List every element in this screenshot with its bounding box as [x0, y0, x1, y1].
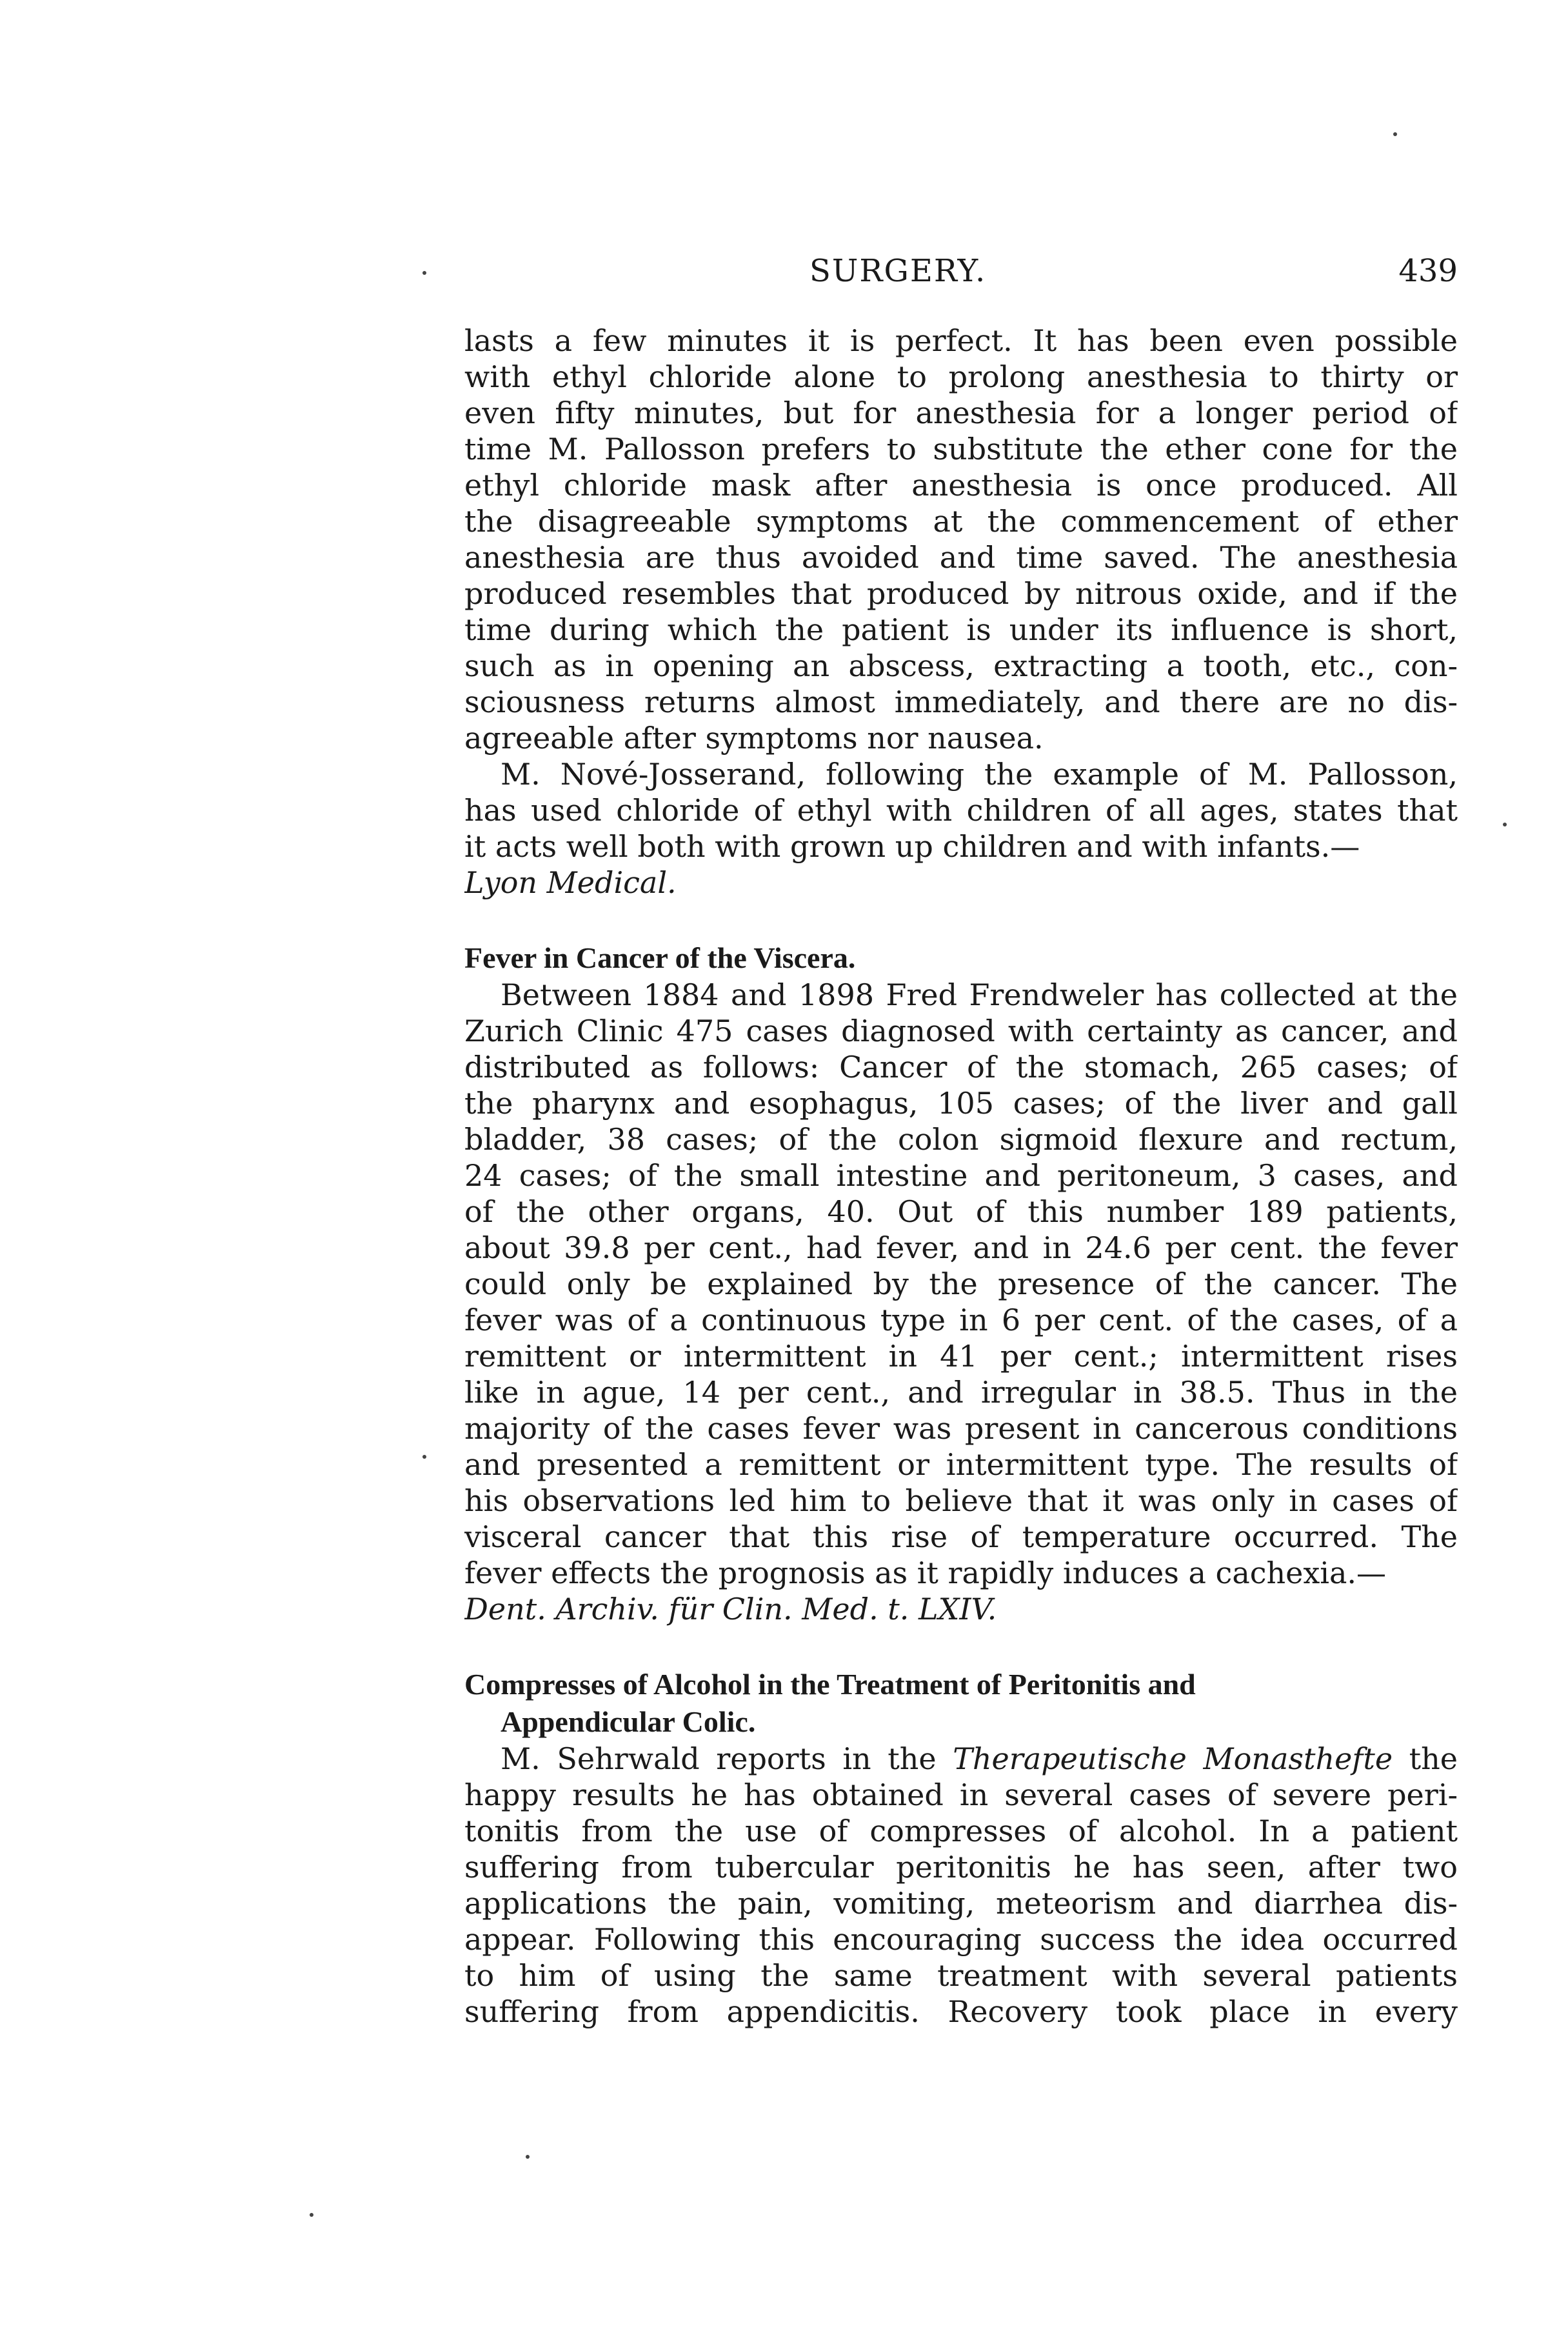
text-line: ethyl chloride mask after anesthesia is once produced. All [464, 468, 1458, 503]
text-line: 24 cases; of the small intestine and peritoneum, 3 cases, and [464, 1158, 1458, 1193]
running-title: SURGERY. [809, 253, 987, 289]
text-line: suffering from tubercular peritonitis he has seen, after two [464, 1850, 1458, 1885]
page-number: 439 [1398, 253, 1458, 289]
scan-speck [1503, 823, 1507, 826]
text-line: it acts well both with grown up children and with infants.— [464, 829, 1360, 864]
text-line: of the other organs, 40. Out of this number 189 patients, [464, 1194, 1458, 1229]
text-line: time during which the patient is under its influence is short, [464, 612, 1458, 647]
text-line: agreeable after symptoms nor nausea. [464, 721, 1044, 755]
text-line: with ethyl chloride alone to prolong anesthesia to thirty or [464, 359, 1458, 394]
source-citation: Dent. Archiv. für Clin. Med. t. LXIV. [464, 1592, 997, 1626]
text-line: and presented a remittent or intermittent type. The results of [464, 1447, 1458, 1482]
text-line: sciousness returns almost immediately, and there are no dis- [464, 685, 1458, 719]
section-heading: Fever in Cancer of the Viscera. [464, 941, 856, 974]
text-line: time M. Pallosson prefers to substitute the ether cone for the [464, 432, 1458, 466]
text-line: to him of using the same treatment with several patients [464, 1958, 1458, 1993]
text-line: applications the pain, vomiting, meteorism and diarrhea dis- [464, 1886, 1458, 1921]
text-line: such as in opening an abscess, extracting a tooth, etc., con- [464, 648, 1458, 683]
text-line: anesthesia are thus avoided and time saved. The anesthesia [464, 540, 1458, 575]
text-line: Zurich Clinic 475 cases diagnosed with certainty as cancer, and [464, 1014, 1458, 1048]
scan-speck [310, 2213, 313, 2217]
text-line: lasts a few minutes it is perfect. It has been even possible [464, 323, 1458, 358]
scan-speck [422, 1455, 426, 1459]
text-line: appear. Following this encouraging success the idea occurred [464, 1922, 1458, 1957]
scan-speck [526, 2155, 530, 2159]
body-text [464, 323, 1458, 2030]
text-line: M. Nové-Josserand, following the example of M. Pallosson, [501, 757, 1458, 792]
scan-speck [1393, 132, 1397, 136]
source-citation: Lyon Medical. [464, 865, 677, 900]
text-line: could only be explained by the presence of the cancer. The [464, 1266, 1458, 1301]
text-line: like in ague, 14 per cent., and irregular in 38.5. Thus in the [464, 1375, 1458, 1410]
text-line: suffering from appendicitis. Recovery took place in every [464, 1994, 1458, 2029]
scan-speck [422, 271, 426, 275]
text-line: happy results he has obtained in several cases of severe peri- [464, 1777, 1458, 1812]
text-line: distributed as follows: Cancer of the stomach, 265 cases; of [464, 1050, 1458, 1085]
text-line: the disagreeable symptoms at the commencement of ether [464, 504, 1458, 539]
section-heading-continued: Appendicular Colic. [501, 1705, 756, 1738]
text-line: his observations led him to believe that it was only in cases of [464, 1483, 1458, 1518]
text-line: remittent or intermittent in 41 per cent.; intermittent rises [464, 1339, 1458, 1374]
text-line: fever was of a continuous type in 6 per cent. of the cases, of a [464, 1303, 1458, 1337]
text-line: fever effects the prognosis as it rapidly induces a cachexia.— [464, 1556, 1387, 1590]
text-line: M. Sehrwald reports in the Therapeutische Monasthefte the [501, 1741, 1458, 1776]
text-line: produced resembles that produced by nitrous oxide, and if the [464, 576, 1458, 611]
text-line: visceral cancer that this rise of temperature occurred. The [464, 1519, 1458, 1554]
text-line: about 39.8 per cent., had fever, and in 24.6 per cent. the fever [464, 1230, 1458, 1265]
text-line: bladder, 38 cases; of the colon sigmoid flexure and rectum, [464, 1122, 1458, 1157]
section-gap [464, 901, 1458, 939]
section-gap [464, 1627, 1458, 1666]
journal-title: Therapeutische Monasthefte [953, 1741, 1393, 1776]
running-head [464, 248, 1458, 294]
text-line: Between 1884 and 1898 Fred Frendweler has collected at the [501, 977, 1458, 1012]
text-line: even fifty minutes, but for anesthesia for a longer period of [464, 395, 1458, 430]
text-line: has used chloride of ethyl with children of all ages, states that [464, 793, 1458, 828]
text-line: majority of the cases fever was present in cancerous conditions [464, 1411, 1458, 1446]
text-line: tonitis from the use of compresses of alcohol. In a patient [464, 1814, 1458, 1848]
section-heading: Compresses of Alcohol in the Treatment of Peritonitis and [464, 1668, 1196, 1701]
text-line: the pharynx and esophagus, 105 cases; of the liver and gall [464, 1086, 1458, 1121]
